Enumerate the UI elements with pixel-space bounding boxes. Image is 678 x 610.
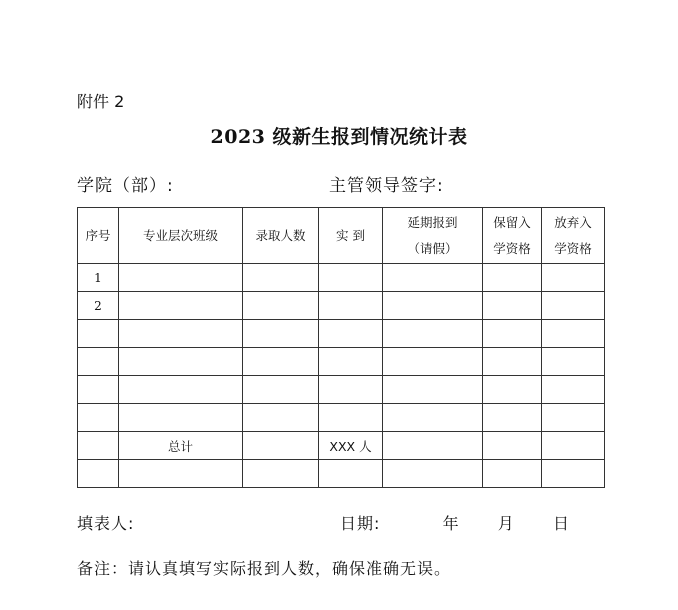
header-deferred-line2: （请假） bbox=[407, 240, 458, 256]
date-year: 年 bbox=[442, 514, 460, 533]
cell-enrolled bbox=[243, 376, 319, 404]
college-label: 学院（部）: bbox=[77, 176, 174, 196]
table-row bbox=[78, 320, 605, 348]
cell-seq: 2 bbox=[78, 292, 119, 320]
table-row-total bbox=[78, 432, 605, 460]
header-abandoned-line1: 放弃入 bbox=[554, 214, 592, 230]
cell-deferred bbox=[383, 404, 483, 432]
cell-class bbox=[119, 320, 243, 348]
table-row bbox=[78, 292, 605, 320]
page-title: 2023 级新生报到情况统计表 bbox=[210, 126, 468, 148]
cell-abandoned bbox=[542, 404, 605, 432]
header-abandoned bbox=[542, 208, 605, 264]
cell-seq: 1 bbox=[78, 264, 119, 292]
header-deferred bbox=[383, 208, 483, 264]
cell-enrolled bbox=[243, 292, 319, 320]
cell-abandoned bbox=[542, 264, 605, 292]
date-day: 日 bbox=[553, 514, 571, 533]
cell-enrolled bbox=[243, 320, 319, 348]
cell-enrolled bbox=[243, 460, 319, 488]
filler-label: 填表人: bbox=[77, 514, 135, 533]
table-row bbox=[78, 376, 605, 404]
cell-deferred bbox=[383, 376, 483, 404]
cell-actual bbox=[319, 460, 383, 488]
cell-deferred bbox=[383, 264, 483, 292]
header-deferred-line1: 延期报到 bbox=[407, 214, 458, 230]
cell-reserved bbox=[483, 320, 542, 348]
cell-enrolled bbox=[243, 264, 319, 292]
header-reserved-line1: 保留入 bbox=[493, 214, 531, 230]
leader-signature-label: 主管领导签字: bbox=[329, 176, 444, 196]
cell-abandoned bbox=[542, 432, 605, 460]
cell-actual bbox=[319, 292, 383, 320]
cell-total-actual: XXX 人 bbox=[319, 432, 383, 460]
cell-seq bbox=[78, 460, 119, 488]
cell-actual bbox=[319, 264, 383, 292]
header-enrolled: 录取人数 bbox=[243, 208, 319, 264]
table-header-row bbox=[78, 208, 605, 264]
cell-class bbox=[119, 460, 243, 488]
cell-deferred bbox=[383, 320, 483, 348]
cell-deferred bbox=[383, 348, 483, 376]
table-row bbox=[78, 348, 605, 376]
remark-note: 备注：请认真填写实际报到人数，确保准确无误。 bbox=[77, 559, 452, 578]
cell-class bbox=[119, 348, 243, 376]
header-seq: 序号 bbox=[78, 208, 119, 264]
cell-reserved bbox=[483, 292, 542, 320]
cell-deferred bbox=[383, 292, 483, 320]
cell-class bbox=[119, 292, 243, 320]
cell-deferred bbox=[383, 432, 483, 460]
cell-actual bbox=[319, 320, 383, 348]
header-class: 专业层次班级 bbox=[119, 208, 243, 264]
cell-abandoned bbox=[542, 348, 605, 376]
header-reserved-line2: 学资格 bbox=[493, 240, 531, 256]
cell-total-label: 总计 bbox=[119, 432, 243, 460]
cell-abandoned bbox=[542, 460, 605, 488]
cell-class bbox=[119, 264, 243, 292]
cell-actual bbox=[319, 348, 383, 376]
cell-seq bbox=[78, 404, 119, 432]
date-label: 日期: bbox=[340, 514, 381, 533]
table-row bbox=[78, 404, 605, 432]
cell-enrolled bbox=[243, 432, 319, 460]
cell-reserved bbox=[483, 348, 542, 376]
cell-actual bbox=[319, 404, 383, 432]
header-abandoned-line2: 学资格 bbox=[554, 240, 592, 256]
header-actual: 实 到 bbox=[319, 208, 383, 264]
cell-seq bbox=[78, 376, 119, 404]
cell-reserved bbox=[483, 376, 542, 404]
cell-reserved bbox=[483, 432, 542, 460]
cell-reserved bbox=[483, 460, 542, 488]
cell-seq bbox=[78, 432, 119, 460]
cell-abandoned bbox=[542, 376, 605, 404]
statistics-table bbox=[77, 207, 605, 488]
cell-reserved bbox=[483, 264, 542, 292]
table-row bbox=[78, 264, 605, 292]
attachment-label: 附件 2 bbox=[77, 92, 125, 111]
date-line bbox=[340, 511, 570, 534]
date-month: 月 bbox=[497, 514, 515, 533]
cell-deferred bbox=[383, 460, 483, 488]
cell-reserved bbox=[483, 404, 542, 432]
cell-seq bbox=[78, 320, 119, 348]
header-reserved bbox=[483, 208, 542, 264]
cell-class bbox=[119, 404, 243, 432]
cell-enrolled bbox=[243, 348, 319, 376]
table-row bbox=[78, 460, 605, 488]
cell-class bbox=[119, 376, 243, 404]
cell-actual bbox=[319, 376, 383, 404]
cell-abandoned bbox=[542, 292, 605, 320]
cell-enrolled bbox=[243, 404, 319, 432]
cell-abandoned bbox=[542, 320, 605, 348]
cell-seq bbox=[78, 348, 119, 376]
